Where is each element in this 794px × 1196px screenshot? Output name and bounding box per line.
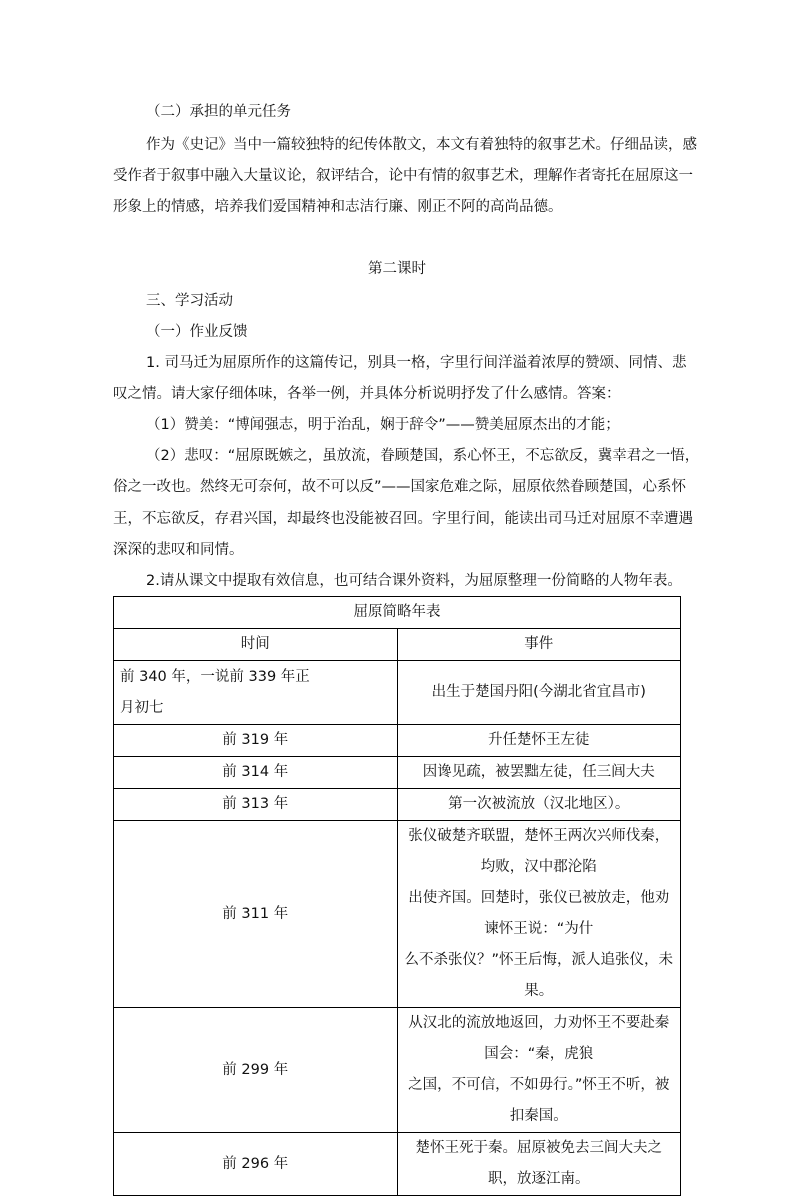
header-event: 事件 [397,629,681,661]
section-line-1: 作为《史记》当中一篇较独特的纪传体散文，本文有着独特的叙事艺术。仔细品读，感 [146,137,697,153]
table-row [114,821,681,1008]
table-row [114,725,681,757]
table-header-row [114,629,681,661]
time-cell: 前 319 年 [114,725,398,757]
section-heading: （二）承担的单元任务 [146,104,291,120]
activity-sub-heading: （一）作业反馈 [146,324,248,340]
chronology-table [113,596,681,1196]
event-cell: 从汉北的流放地返回，力劝怀王不要赴秦国会：“秦，虎狼 之国，不可信，不如毋行。”怀王不听，被扣秦国。 [397,1008,681,1133]
table-row [114,1008,681,1133]
table-row [114,789,681,821]
time-cell: 前 340 年，一说前 339 年正 月初七 [114,661,398,725]
section-line-3: 形象上的情感，培养我们爱国精神和志洁行廉、刚正不阿的高尚品德。 [113,199,563,215]
table-caption-row [114,597,681,629]
event-cell: 第一次被流放（汉北地区）。 [397,789,681,821]
time-cell: 前 314 年 [114,757,398,789]
table-row [114,661,681,725]
activity-heading: 三、学习活动 [146,293,233,309]
answer-2-line-1: （2）悲叹：“屈原既嫉之，虽放流，眷顾楚国，系心怀王，不忘欲反，冀幸君之一悟， [146,448,700,464]
question-1-line-2: 叹之情。请大家仔细体味，各举一例，并具体分析说明抒发了什么感情。答案： [113,386,621,402]
event-cell: 张仪破楚齐联盟，楚怀王两次兴师伐秦，均败，汉中郡沦陷 出使齐国。回楚时，张仪已被放走，他劝谏怀王说：“为什 么不杀张仪？”怀王后悔，派人追张仪，未果。 [397,821,681,1008]
answer-2-line-4: 深深的悲叹和同情。 [113,542,244,558]
question-2: 2.请从课文中提取有效信息，也可结合课外资料，为屈原整理一份简略的人物年表。 [146,573,682,589]
event-cell: 楚怀王死于秦。屈原被免去三闾大夫之职，放逐江南。 [397,1133,681,1196]
time-cell: 前 311 年 [114,821,398,1008]
answer-2-line-2: 俗之一改也。然终无可奈何，故不可以反”——国家危难之际，屈原依然眷顾楚国，心系怀 [113,479,687,495]
table-row [114,1133,681,1196]
section-line-2: 受作者于叙事中融入大量议论，叙评结合，论中有情的叙事艺术，理解作者寄托在屈原这一 [113,168,693,184]
header-time: 时间 [114,629,398,661]
event-cell: 升任楚怀王左徒 [397,725,681,757]
question-1-line-1: 1. 司马迁为屈原所作的这篇传记，别具一格，字里行间洋溢着浓厚的赞颂、同情、悲 [146,355,687,371]
table-caption: 屈原简略年表 [114,597,681,629]
time-cell: 前 313 年 [114,789,398,821]
answer-1: （1）赞美：“博闻强志，明于治乱，娴于辞令”——赞美屈原杰出的才能； [146,417,620,433]
event-cell: 出生于楚国丹阳(今湖北省宜昌市) [397,661,681,725]
answer-2-line-3: 王，不忘欲反，存君兴国，却最终也没能被召回。字里行间，能读出司马迁对屈原不幸遭遇 [113,511,693,527]
event-cell: 因谗见疏，被罢黜左徒，任三闾大夫 [397,757,681,789]
table-row [114,757,681,789]
time-cell: 前 299 年 [114,1008,398,1133]
time-cell: 前 296 年 [114,1133,398,1196]
lesson-title: 第二课时 [368,261,426,277]
